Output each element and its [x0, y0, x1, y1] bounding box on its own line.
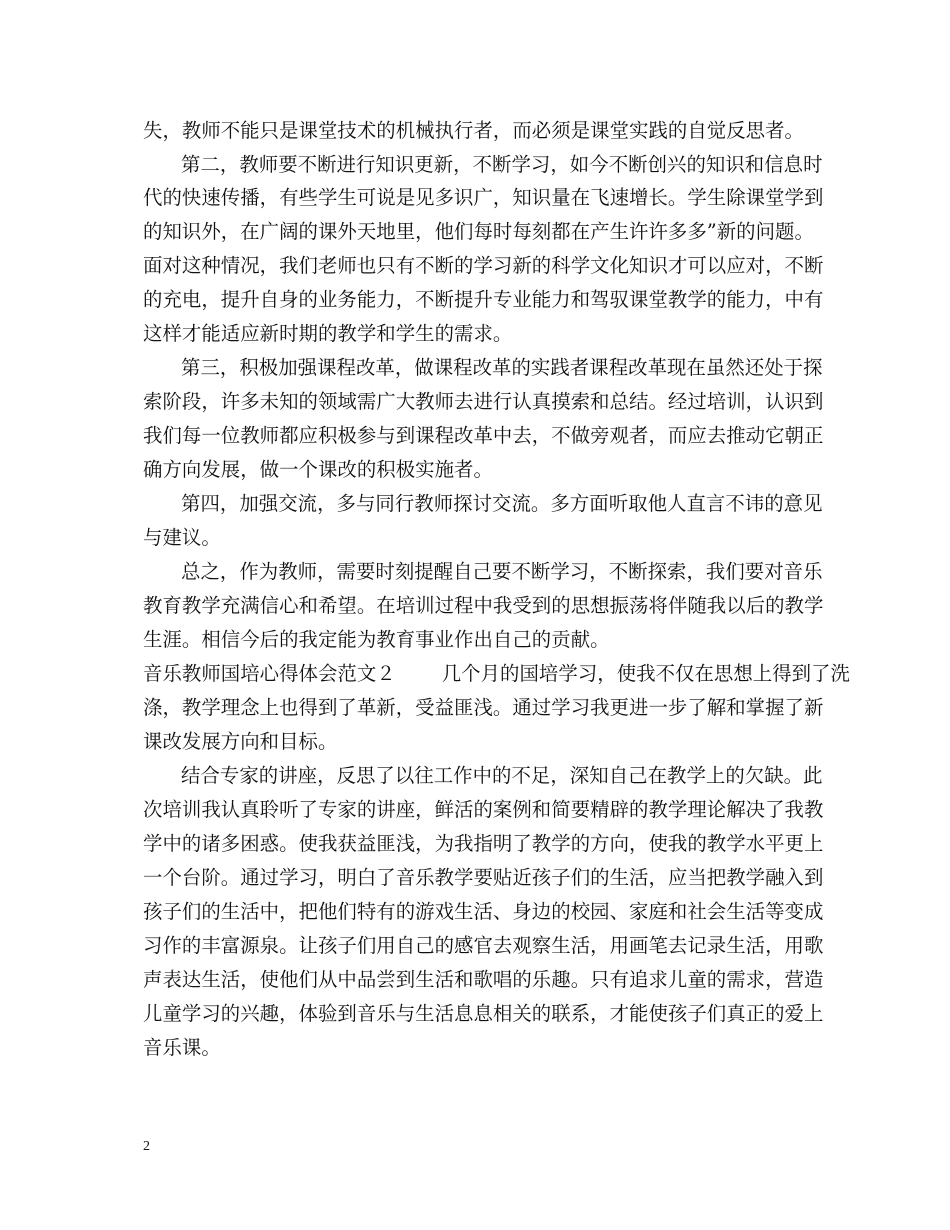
paragraph-line: 习作的丰富源泉。让孩子们用自己的感官去观察生活，用画笔去记录生活，用歌	[143, 934, 824, 957]
paragraph-line: 我们每一位教师都应积极参与到课程改革中去，不做旁观者，而应去推动它朝正	[143, 424, 824, 447]
paragraph-line: 这样才能适应新时期的教学和学生的需求。	[143, 322, 513, 345]
paragraph-line: 与建议。	[143, 526, 221, 549]
section-heading-line	[143, 662, 850, 686]
paragraph-line: 第二，教师要不断进行知识更新，不断学习，如今不断创兴的知识和信息时	[181, 153, 823, 176]
paragraph-line: 课改发展方向和目标。	[143, 730, 338, 753]
paragraph-line: 学中的诸多困惑。使我获益匪浅，为我指明了教学的方向，使我的教学水平更上	[143, 832, 824, 855]
paragraph-text: 几个月的国培学习，使我不仅在思想上得到了洗	[441, 662, 850, 685]
page-number: 2	[143, 1139, 150, 1154]
paragraph-line: 总之，作为教师，需要时刻提醒自己要不断学习，不断探索，我们要对音乐	[181, 560, 823, 583]
paragraph-line: 第三，积极加强课程改革，做课程改革的实践者课程改革现在虽然还处于探	[181, 356, 823, 379]
section-heading: 音乐教师国培心得体会范文２	[143, 662, 396, 685]
paragraph-line: 一个台阶。通过学习，明白了音乐教学要贴近孩子们的生活，应当把教学融入到	[143, 866, 824, 889]
paragraph-line: 面对这种情况，我们老师也只有不断的学习新的科学文化知识才可以应对，不断	[143, 254, 824, 277]
paragraph-line: 音乐课。	[143, 1036, 221, 1059]
paragraph-line: 代的快速传播，有些学生可说是见多识广，知识量在飞速增长。学生除课堂学到	[143, 186, 824, 209]
paragraph-line: 结合专家的讲座，反思了以往工作中的不足，深知自己在教学上的欠缺。此	[181, 764, 823, 787]
paragraph-line: 生涯。相信今后的我定能为教育事业作出自己的贡献。	[143, 628, 610, 651]
paragraph-line: 声表达生活，使他们从中品尝到生活和歌唱的乐趣。只有追求儿童的需求，营造	[143, 968, 824, 991]
paragraph-line: 失，教师不能只是课堂技术的机械执行者，而必须是课堂实践的自觉反思者。	[143, 119, 804, 142]
paragraph-line: 次培训我认真聆听了专家的讲座，鲜活的案例和简要精辟的教学理论解决了我教	[143, 798, 824, 821]
paragraph-line: 的知识外，在广阔的课外天地里，他们每时每刻都在产生许许多多”新的问题。	[143, 220, 814, 243]
paragraph-line: 教育教学充满信心和希望。在培训过程中我受到的思想振荡将伴随我以后的教学	[143, 594, 824, 617]
paragraph-line: 确方向发展，做一个课改的积极实施者。	[143, 458, 493, 481]
paragraph-line: 的充电，提升自身的业务能力，不断提升专业能力和驾驭课堂教学的能力，中有	[143, 288, 824, 311]
paragraph-line: 索阶段，许多未知的领域需广大教师去进行认真摸索和总结。经过培训，认识到	[143, 390, 824, 413]
paragraph-line: 儿童学习的兴趣，体验到音乐与生活息息相关的联系，才能使孩子们真正的爱上	[143, 1002, 824, 1025]
paragraph-line: 孩子们的生活中，把他们特有的游戏生活、身边的校园、家庭和社会生活等变成	[143, 900, 824, 923]
paragraph-line: 涤，教学理念上也得到了革新，受益匪浅。通过学习我更进一步了解和掌握了新	[143, 696, 824, 719]
paragraph-line: 第四，加强交流，多与同行教师探讨交流。多方面听取他人直言不讳的意见	[181, 492, 823, 515]
